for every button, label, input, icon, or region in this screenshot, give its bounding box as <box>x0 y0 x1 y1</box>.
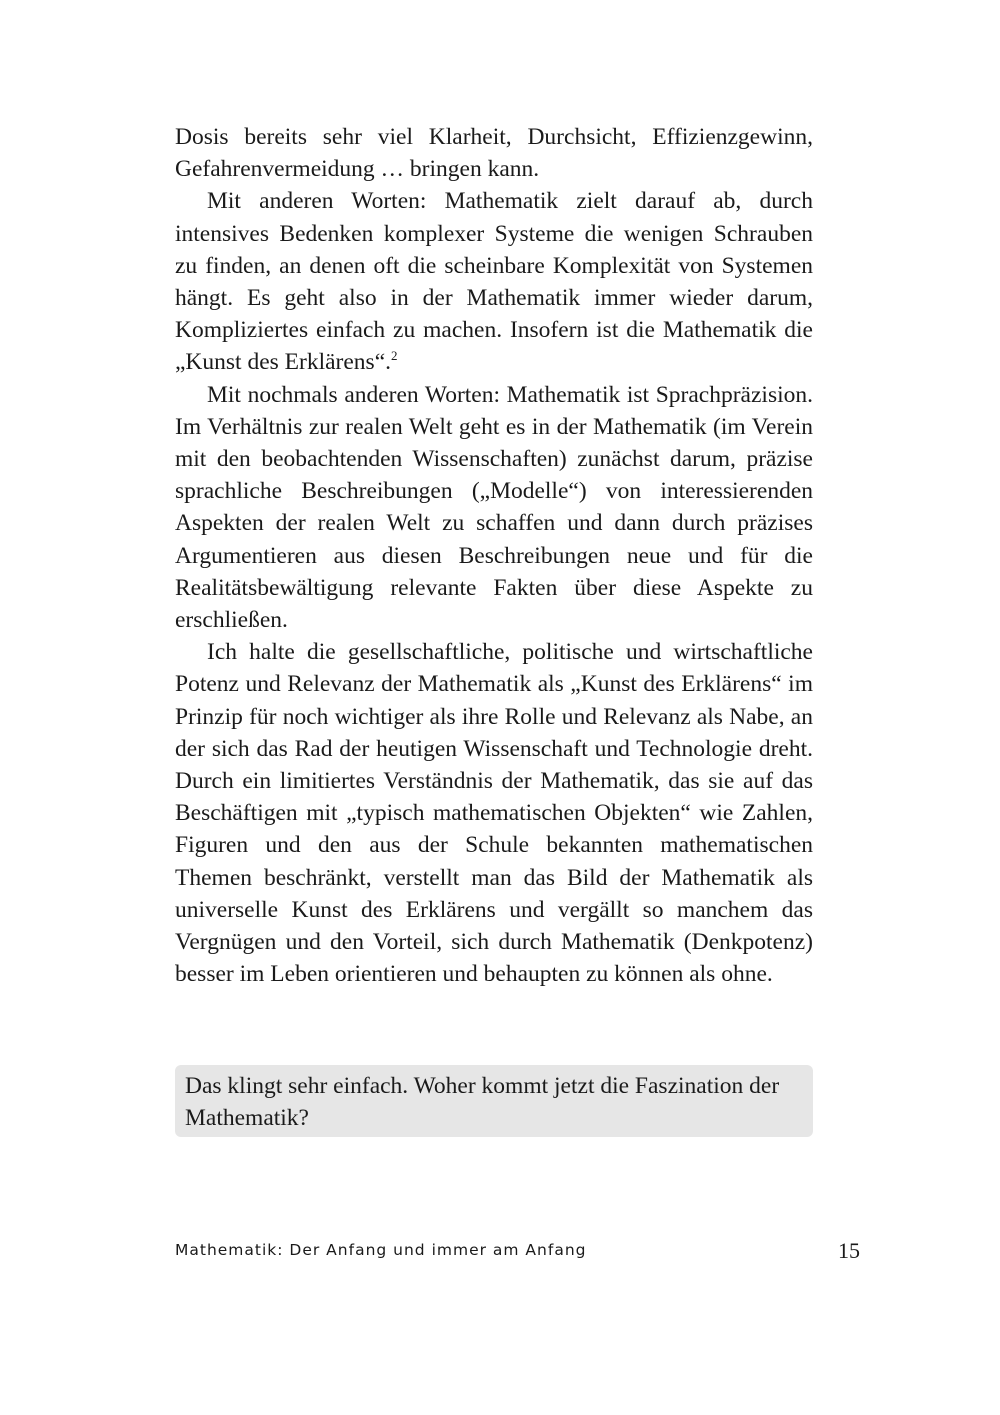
paragraph-2 <box>175 185 813 378</box>
body-text <box>175 121 813 990</box>
footnote-marker[interactable]: 2 <box>391 348 398 364</box>
paragraph-4: Ich halte die gesellschaftliche, politische und wirtschaftliche Potenz und Relevanz der Mathematik als „Kunst des Erklärens“ im Prinzip für noch wichtiger als ihre Rolle und Relevanz als Nabe, an der sich das Rad der heutigen Wissenschaft und Technologie dreht. Durch ein limitiertes Verständnis der Mathematik, das sie auf das Beschäftigen mit „typisch mathematischen Objekten“ wie Zahlen, Figuren und den aus der Schule bekannten mathematischen Themen beschränkt, verstellt man das Bild der Mathematik als universelle Kunst des Erklärens und vergällt so manchem das Vergnügen und den Vorteil, sich durch Mathematik (Denkpotenz) besser im Leben orientieren und behaupten zu können als ohne. <box>175 639 813 988</box>
paragraph-1: Dosis bereits sehr viel Klarheit, Durchsicht, Effizienzgewinn, Gefahrenvermeidung … bringen kann. <box>175 124 813 183</box>
page-number: 15 <box>838 1238 860 1263</box>
interview-question: Das klingt sehr einfach. Woher kommt jetzt die Faszination der Mathematik? <box>175 1065 813 1137</box>
paragraph-2-text: Mit anderen Worten: Mathematik zielt darauf ab, durch intensives Bedenken komplexer Systeme die wenigen Schrauben zu finden, an denen oft die scheinbare Komplexität von Systemen hängt. Es geht also in der Mathematik immer wieder darum, Kompliziertes einfach zu machen. Insofern ist die Mathematik die „Kunst des Erklärens“. <box>175 188 813 376</box>
paragraph-3: Mit nochmals anderen Worten: Mathematik ist Sprachpräzision. Im Verhältnis zur realen Welt geht es in der Mathematik (im Verein mit den beobachtenden Wissenschaften) zunächst darum, präzise sprachliche Beschreibungen („Modelle“) von interessierenden Aspekten der realen Welt zu schaffen und dann durch präzises Argumentieren aus diesen Beschreibungen neue und für die Realitätsbewältigung relevante Fakten über diese Aspekte zu erschließen. <box>175 381 813 634</box>
running-footer-title: Mathematik: Der Anfang und immer am Anfang <box>175 1241 587 1259</box>
